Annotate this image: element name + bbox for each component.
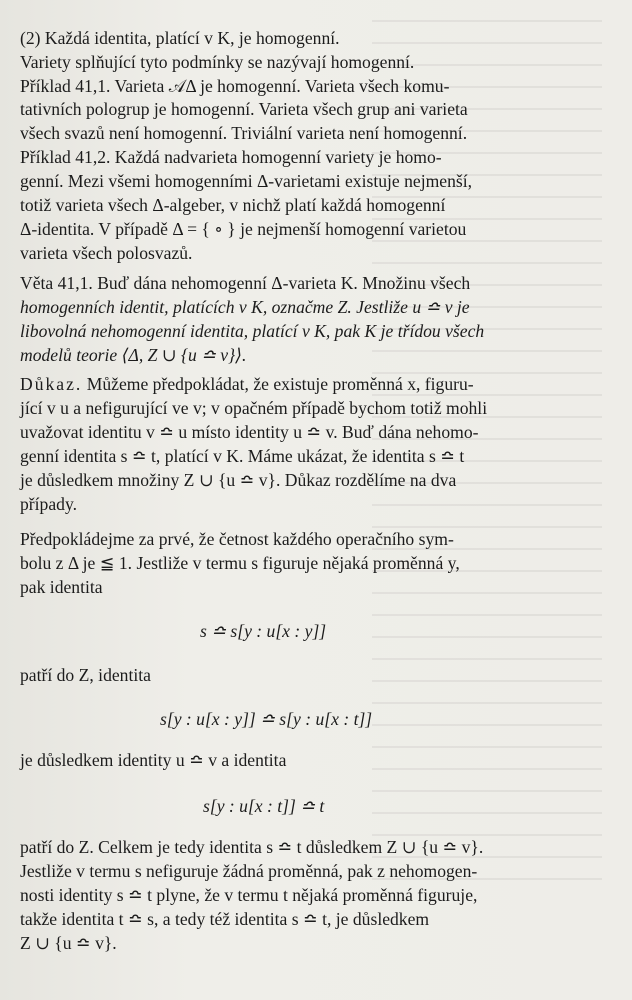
text-line: varieta všech polosvazů. <box>20 243 193 263</box>
text-line: všech svazů není homogenní. Triviální varieta není homogenní. <box>20 123 468 143</box>
proof-heading-line: Důkaz. Můžeme předpokládat, že existuje proměnná x, figuru- <box>20 374 474 394</box>
text-line: je důsledkem identity u ≏ v a identita <box>20 750 287 770</box>
theorem-line: homogenních identit, platících v K, označme Z. Jestliže u ≏ v je <box>20 297 470 317</box>
text-line: patří do Z. Celkem je tedy identita s ≏ t důsledkem Z ∪ {u ≏ v}. <box>20 837 484 857</box>
text-line: je důsledkem množiny Z ∪ {u ≏ v}. Důkaz rozdělíme na dva <box>20 470 457 490</box>
text-line: Δ-identita. V případě Δ = { ∘ } je nejmenší homogenní varietou <box>20 219 467 239</box>
theorem-heading-line: Věta 41,1. Buď dána nehomogenní Δ-varieta K. Množinu všech <box>20 273 471 293</box>
text-line: patří do Z, identita <box>20 665 151 685</box>
text-line: tativních pologrup je homogenní. Varieta všech grup ani varieta <box>20 99 468 119</box>
text-line: bolu z Δ je ≦ 1. Jestliže v termu s figuruje nějaká proměnná y, <box>20 553 460 573</box>
text-line: nosti identity s ≏ t plyne, že v termu t nějaká proměnná figuruje, <box>20 885 478 905</box>
text-line: pak identita <box>20 577 103 597</box>
theorem-line: modelů teorie ⟨Δ, Z ∪ {u ≏ v}⟩. <box>20 345 247 365</box>
text-line: takže identita t ≏ s, a tedy též identita s ≏ t, je důsledkem <box>20 909 430 929</box>
text-line: Variety splňující tyto podmínky se nazývají homogenní. <box>20 52 415 72</box>
text-line: genní identita s ≏ t, platící v K. Máme ukázat, že identita s ≏ t <box>20 446 465 466</box>
text-line: (2) Každá identita, platící v K, je homogenní. <box>20 28 340 48</box>
theorem-line: libovolná nehomogenní identita, platící v K, pak K je třídou všech <box>20 321 485 341</box>
equation: s[y : u[x : t]] ≏ t <box>203 796 325 816</box>
text-line: Z ∪ {u ≏ v}. <box>20 933 117 953</box>
text-line: uvažovat identitu v ≏ u místo identity u ≏ v. Buď dána nehomo- <box>20 422 479 442</box>
example-heading-line: Příklad 41,1. Varieta 𝒜Δ je homogenní. Varieta všech komu- <box>20 76 450 96</box>
equation: s[y : u[x : y]] ≏ s[y : u[x : t]] <box>160 709 373 729</box>
example-heading-line: Příklad 41,2. Každá nadvarieta homogenní variety je homo- <box>20 147 442 167</box>
text-line: genní. Mezi všemi homogenními Δ-varietami existuje nejmenší, <box>20 171 473 191</box>
equation: s ≏ s[y : u[x : y]] <box>200 621 327 641</box>
text-line: jící v u a nefigurující ve v; v opačném případě bychom totiž mohli <box>20 398 488 418</box>
text-line: totiž varieta všech Δ-algeber, v nichž platí každá homogenní <box>20 195 446 215</box>
text-line: Jestliže v termu s nefiguruje žádná proměnná, pak z nehomogen- <box>20 861 478 881</box>
text-line: Předpokládejme za prvé, že četnost každého operačního sym- <box>20 529 454 549</box>
text-line: případy. <box>20 494 77 514</box>
